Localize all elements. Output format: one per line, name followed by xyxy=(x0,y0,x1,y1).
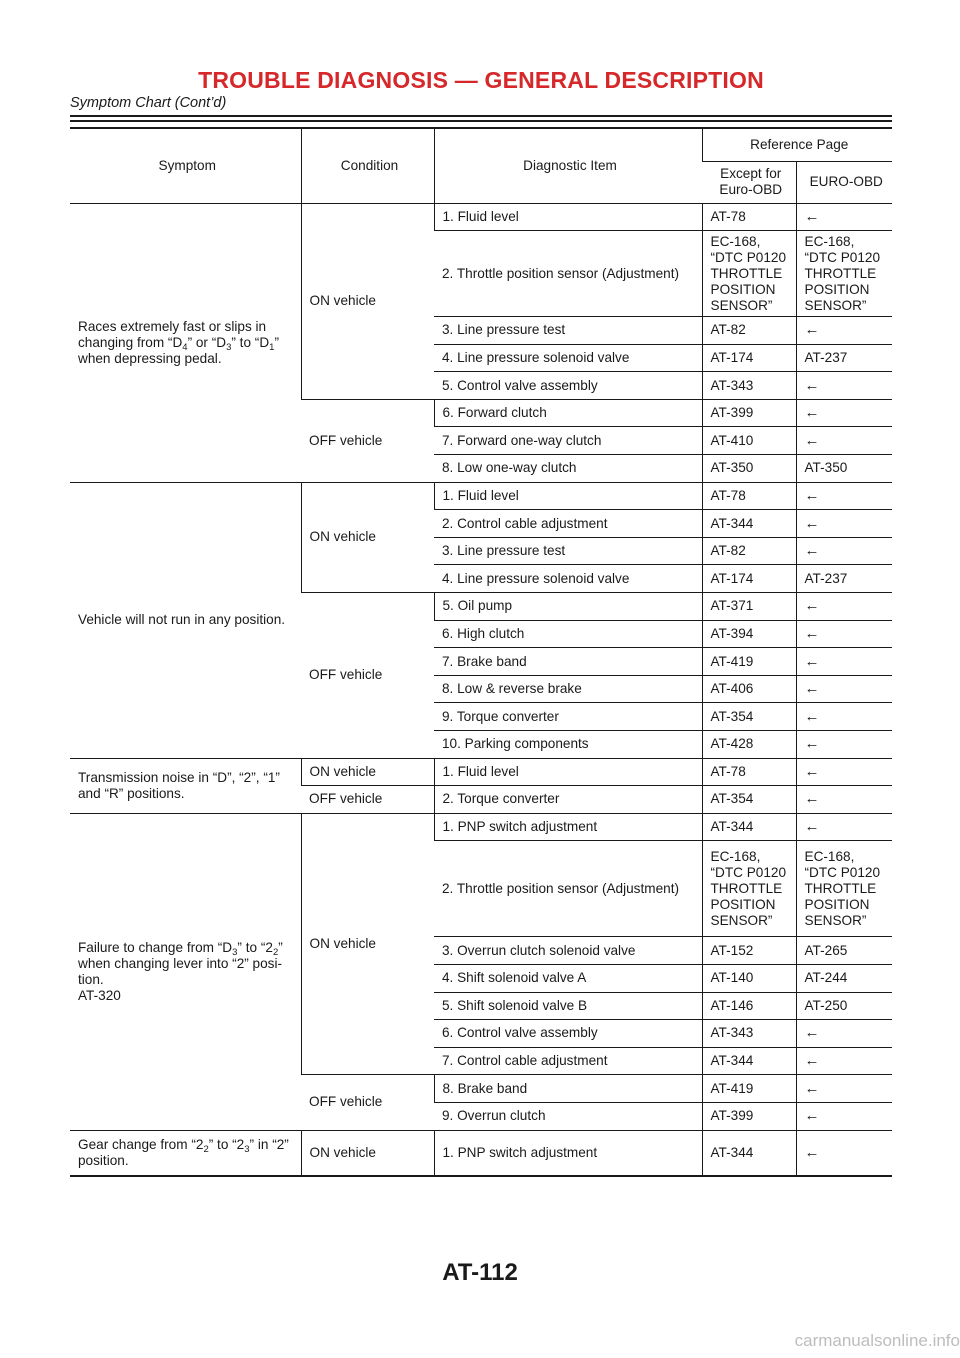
ref-euro: ← xyxy=(796,1075,892,1103)
symptom-gear-change: Gear change from “$2_2$” to “$2_3$” in “2” position. xyxy=(70,1130,301,1176)
ref-euro: AT-244 xyxy=(796,964,892,992)
diagnostic-item: 8. Brake band xyxy=(434,1075,702,1103)
diagnostic-item: 6. High clutch xyxy=(434,620,702,648)
col-diagnostic-item: Diagnostic Item xyxy=(434,128,702,203)
ref-euro: ← xyxy=(796,427,892,455)
col-reference-page: Reference Page xyxy=(702,128,892,161)
diagnostic-item: 3. Overrun clutch solenoid valve xyxy=(434,937,702,965)
ref-except: AT-344 xyxy=(702,510,796,538)
symptom-races: Races extremely fast or slips in changing from “$D_4$” or “$D_3$” to “$D_1$” when depressing pedal. xyxy=(70,203,301,482)
condition-cell: OFF vehicle xyxy=(301,593,434,759)
ref-except: AT-399 xyxy=(702,399,796,427)
diagnostic-item: 1. PNP switch adjustment xyxy=(434,813,702,841)
ref-except: AT-354 xyxy=(702,703,796,731)
condition-cell: ON vehicle xyxy=(301,1130,434,1176)
diagnostic-item: 4. Line pressure solenoid valve xyxy=(434,344,702,372)
symptom-failure-ref: AT-320 xyxy=(78,987,121,1003)
condition-cell: OFF vehicle xyxy=(301,1075,434,1130)
diagnostic-item: 2. Throttle position sensor (Adjustment) xyxy=(434,231,702,317)
table-row xyxy=(70,482,892,510)
ref-euro: ← xyxy=(796,1047,892,1075)
ref-euro: ← xyxy=(796,813,892,841)
diagnostic-item: 2. Torque converter xyxy=(434,786,702,814)
ref-except: AT-78 xyxy=(702,203,796,231)
diagnostic-item: 1. Fluid level xyxy=(434,758,702,786)
ref-euro: ← xyxy=(796,703,892,731)
ref-euro: ← xyxy=(796,1130,892,1176)
diagnostic-item: 1. Fluid level xyxy=(434,482,702,510)
ref-except: AT-410 xyxy=(702,427,796,455)
diagnostic-item: 9. Overrun clutch xyxy=(434,1102,702,1130)
diagnostic-item: 6. Control valve assembly xyxy=(434,1020,702,1048)
ref-except: AT-419 xyxy=(702,1075,796,1103)
ref-euro: ← xyxy=(796,510,892,538)
condition-cell: ON vehicle xyxy=(301,758,434,786)
table-row xyxy=(70,1130,892,1176)
page-title: TROUBLE DIAGNOSIS — GENERAL DESCRIPTION xyxy=(198,67,764,93)
ref-euro: AT-265 xyxy=(796,937,892,965)
diagnostic-item: 5. Control valve assembly xyxy=(434,372,702,400)
diagnostic-item: 5. Shift solenoid valve B xyxy=(434,992,702,1020)
ref-except: AT-82 xyxy=(702,317,796,345)
ref-euro: ← xyxy=(796,1020,892,1048)
diagnostic-item: 5. Oil pump xyxy=(434,593,702,621)
col-except-euro-obd: Except for Euro-OBD xyxy=(702,161,796,203)
col-symptom: Symptom xyxy=(70,128,301,203)
diagnostic-item: 8. Low & reverse brake xyxy=(434,675,702,703)
diagnostic-item: 7. Control cable adjustment xyxy=(434,1047,702,1075)
header-rule xyxy=(70,115,892,117)
symptom-chart-table xyxy=(70,127,892,1177)
diagnostic-item: 1. Fluid level xyxy=(434,203,702,231)
ref-except: AT-78 xyxy=(702,758,796,786)
symptom-no-run: Vehicle will not run in any position. xyxy=(70,482,301,758)
ref-except: AT-399 xyxy=(702,1102,796,1130)
ref-euro: ← xyxy=(796,593,892,621)
diagnostic-item: 9. Torque converter xyxy=(434,703,702,731)
diagnostic-item: 10. Parking components xyxy=(434,731,702,759)
ref-euro: AT-237 xyxy=(796,344,892,372)
ref-except: AT-344 xyxy=(702,1130,796,1176)
ref-except: EC-168, “DTC P0120 THROTTLE POSITION SENSOR” xyxy=(702,231,796,317)
condition-cell: ON vehicle xyxy=(301,813,434,1075)
table-row xyxy=(70,813,892,841)
ref-except: EC-168, “DTC P0120 THROTTLE POSITION SENSOR” xyxy=(702,841,796,937)
ref-euro: EC-168, “DTC P0120 THROTTLE POSITION SENSOR” xyxy=(796,841,892,937)
symptom-noise: Transmission noise in “D”, “2”, “1” and “R” positions. xyxy=(70,758,301,813)
ref-except: AT-344 xyxy=(702,813,796,841)
diagnostic-item: 8. Low one-way clutch xyxy=(434,455,702,483)
ref-euro: ← xyxy=(796,620,892,648)
ref-except: AT-350 xyxy=(702,455,796,483)
ref-except: AT-343 xyxy=(702,1020,796,1048)
diagnostic-item: 6. Forward clutch xyxy=(434,399,702,427)
symptom-failure: Failure to change from “$D_3$” to “$2_2$” when changing lever into “2” posi-tion. AT-320 xyxy=(70,813,301,1130)
ref-euro: ← xyxy=(796,372,892,400)
diagnostic-item: 3. Line pressure test xyxy=(434,317,702,345)
page-header xyxy=(70,66,892,111)
ref-euro: ← xyxy=(796,758,892,786)
watermark: carmanualsonline.info xyxy=(794,1331,960,1350)
ref-except: AT-343 xyxy=(702,372,796,400)
condition-cell: ON vehicle xyxy=(301,482,434,592)
condition-cell: OFF vehicle xyxy=(301,399,434,482)
ref-euro: ← xyxy=(796,399,892,427)
ref-except: AT-354 xyxy=(702,786,796,814)
ref-euro: ← xyxy=(796,317,892,345)
diagnostic-item: 2. Throttle position sensor (Adjustment) xyxy=(434,841,702,937)
ref-euro: EC-168, “DTC P0120 THROTTLE POSITION SENSOR” xyxy=(796,231,892,317)
diagnostic-item: 4. Shift solenoid valve A xyxy=(434,964,702,992)
table-row xyxy=(70,203,892,231)
ref-euro: ← xyxy=(796,731,892,759)
ref-except: AT-419 xyxy=(702,648,796,676)
ref-except: AT-82 xyxy=(702,537,796,565)
ref-euro: ← xyxy=(796,786,892,814)
ref-euro: AT-350 xyxy=(796,455,892,483)
diagnostic-item: 4. Line pressure solenoid valve xyxy=(434,565,702,593)
page-subtitle: Symptom Chart (Cont’d) xyxy=(70,95,227,111)
ref-euro: ← xyxy=(796,648,892,676)
ref-euro: ← xyxy=(796,203,892,231)
ref-euro: ← xyxy=(796,537,892,565)
diagnostic-item: 1. PNP switch adjustment xyxy=(434,1130,702,1176)
ref-except: AT-146 xyxy=(702,992,796,1020)
col-euro-obd: EURO-OBD xyxy=(796,161,892,203)
ref-except: AT-394 xyxy=(702,620,796,648)
diagnostic-item: 7. Forward one-way clutch xyxy=(434,427,702,455)
ref-except: AT-152 xyxy=(702,937,796,965)
ref-euro: ← xyxy=(796,482,892,510)
ref-euro: ← xyxy=(796,675,892,703)
ref-except: AT-406 xyxy=(702,675,796,703)
diagnostic-item: 3. Line pressure test xyxy=(434,537,702,565)
ref-except: AT-78 xyxy=(702,482,796,510)
header-row xyxy=(70,128,892,161)
ref-except: AT-371 xyxy=(702,593,796,621)
ref-except: AT-174 xyxy=(702,344,796,372)
ref-euro: AT-250 xyxy=(796,992,892,1020)
ref-euro: AT-237 xyxy=(796,565,892,593)
diagnostic-item: 2. Control cable adjustment xyxy=(434,510,702,538)
ref-except: AT-174 xyxy=(702,565,796,593)
ref-except: AT-140 xyxy=(702,964,796,992)
col-condition: Condition xyxy=(301,128,434,203)
ref-except: AT-344 xyxy=(702,1047,796,1075)
diagnostic-item: 7. Brake band xyxy=(434,648,702,676)
condition-cell: OFF vehicle xyxy=(301,786,434,814)
header-rule-thick xyxy=(70,120,892,122)
page-number: AT-112 xyxy=(442,1259,518,1286)
ref-euro: ← xyxy=(796,1102,892,1130)
ref-except: AT-428 xyxy=(702,731,796,759)
condition-cell: ON vehicle xyxy=(301,203,434,399)
table-row xyxy=(70,758,892,786)
